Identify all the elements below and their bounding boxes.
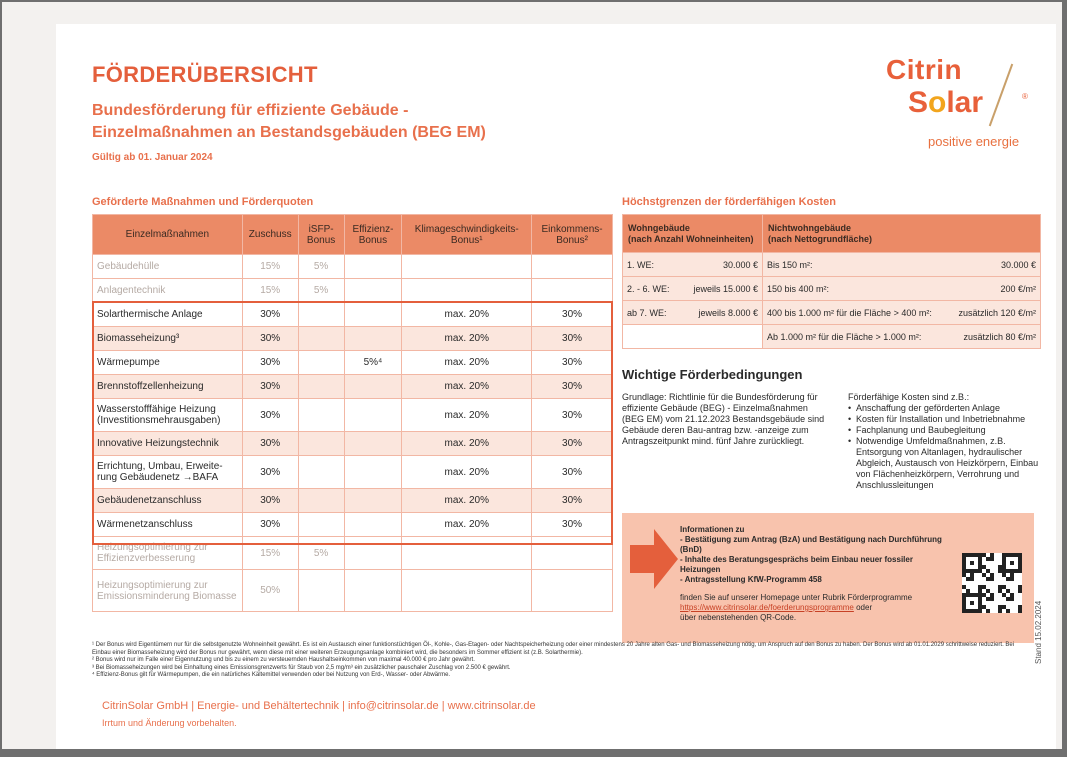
measures-col-header: Zuschuss	[242, 215, 298, 255]
document-sheet	[56, 24, 1056, 749]
measures-cell-name: Anlagentechnik	[93, 279, 243, 303]
table-row	[93, 456, 613, 489]
measures-col-header: Effizienz- Bonus	[344, 215, 402, 255]
logo-slash	[989, 64, 1013, 127]
info-text: Informationen zu - Bestätigung zum Antrag (BzA) und Bestätigung nach Durchführung (BnD) - Inhalte des Beratungsgesprächs beim Einbau neuer fossiler Heizungen - Antragsstellung KfW-Programm 458 finden Sie auf unserer Homepage unter Rubrik Förderprogramme https://www.citrinsolar.de/foerderungsprogramme oder über nebenstehenden QR-Code.	[680, 525, 950, 623]
measures-cell-zuschuss: 50%	[242, 570, 298, 612]
page-title: FÖRDERÜBERSICHT	[92, 62, 318, 87]
measures-cell-isfp	[298, 327, 344, 351]
arrow-right-icon	[630, 529, 678, 589]
list-item: • Anschaffung der geförderten Anlage	[848, 403, 1048, 414]
measures-cell-klima: max. 20%	[402, 327, 532, 351]
table-row	[93, 537, 613, 570]
measures-cell-eink: 30%	[532, 513, 613, 537]
nonresidential-cell: Bis 150 m²: 30.000 €	[763, 253, 1041, 277]
table-row	[623, 301, 1041, 325]
measures-cell-name: Gebäudehülle	[93, 255, 243, 279]
measures-cell-klima	[402, 570, 532, 612]
logo-word-citrin: Citrin	[886, 54, 963, 85]
list-item: • Kosten für Installation und Inbetriebnahme	[848, 414, 1048, 425]
stand-date: Stand 15.02.2024	[1034, 600, 1043, 664]
residential-cell: 2. - 6. WE: jeweils 15.000 €	[623, 277, 763, 301]
table-row	[623, 253, 1041, 277]
table-row	[93, 303, 613, 327]
measures-cell-eff	[344, 489, 402, 513]
sun-o-icon: o	[928, 86, 947, 119]
measures-cell-isfp: 5%	[298, 255, 344, 279]
footnote: ¹ Der Bonus wird Eigentümern nur für die selbstgenutzte Wohneinheit gewährt. Es ist ein Austausch einer funktionstüchtigen Öl-, Kohle-, Gas-Etagen- oder Nachtspeicherheizung oder einer mindestens 20 Jahre alten Gas- und Biomasseheizung nötig, um Anspruch auf den Bonus zu haben. Der Bonus wird ab 01.01.2029 schrittweise reduziert. Bei Einbau einer Biomasseheizung wird der Bonus nur gewährt, wenn diese mit einer weiteren Erzeugungsanlage kombiniert wird, die besonders im Sommer effizient ist (z.B. Solarthermie).	[92, 642, 1015, 656]
measures-cell-isfp	[298, 432, 344, 456]
measures-cell-name: Gebäudenetzanschluss	[93, 489, 243, 513]
eligible-costs-list	[848, 392, 1048, 491]
footnote: ⁴ Effizienz-Bonus gilt für Wärmepumpen, die ein natürliches Kältemittel verwenden oder bei Nutzung von Erd-, Wasser- oder Abwärme.	[92, 672, 451, 678]
measures-col-header: Einzelmaßnahmen	[93, 215, 243, 255]
measures-cell-isfp	[298, 489, 344, 513]
measures-cell-klima: max. 20%	[402, 399, 532, 432]
measures-col-header: Klimageschwindigkeits- Bonus¹	[402, 215, 532, 255]
measures-cell-zuschuss: 30%	[242, 432, 298, 456]
measures-cell-eff	[344, 303, 402, 327]
measures-cell-zuschuss: 15%	[242, 537, 298, 570]
measures-col-header: Einkommens- Bonus²	[532, 215, 613, 255]
measures-cell-isfp: 5%	[298, 279, 344, 303]
measures-cell-zuschuss: 30%	[242, 327, 298, 351]
measures-cell-name: Errichtung, Umbau, Erweite-rung Gebäudenetz →BAFA	[93, 456, 243, 489]
measures-cell-eff	[344, 537, 402, 570]
measures-cell-eink: 30%	[532, 399, 613, 432]
measures-cell-eff	[344, 432, 402, 456]
measures-cell-eff	[344, 570, 402, 612]
measures-cell-name: Biomasseheizung³	[93, 327, 243, 351]
cost-limits-table	[622, 214, 1041, 349]
qr-hint: über nebenstehenden QR-Code.	[680, 613, 797, 622]
table-row	[93, 432, 613, 456]
table-row	[623, 277, 1041, 301]
measures-cell-isfp	[298, 570, 344, 612]
measures-cell-zuschuss: 30%	[242, 375, 298, 399]
measures-cell-name: Brennstoffzellenheizung	[93, 375, 243, 399]
measures-cell-klima: max. 20%	[402, 513, 532, 537]
table-row	[93, 513, 613, 537]
measures-cell-zuschuss: 30%	[242, 489, 298, 513]
table-row	[93, 399, 613, 432]
measures-cell-zuschuss: 30%	[242, 513, 298, 537]
measures-cell-isfp	[298, 513, 344, 537]
measures-cell-eff	[344, 375, 402, 399]
footnote: ³ Bei Biomasseheizungen wird bei Einhaltung eines Emissionsgrenzwerts für Staub von 2,5 mg/m³ ein zusätzlicher pauschaler Zuschlag von 2.500 € gewährt.	[92, 664, 511, 671]
table-row	[93, 489, 613, 513]
measures-cell-name: Heizungsoptimierung zur Emissionsminderung Biomasse	[93, 570, 243, 612]
section-title-cost-limits: Höchstgrenzen der förderfähigen Kosten	[622, 196, 836, 208]
residential-cell	[623, 325, 763, 349]
measures-cell-isfp	[298, 399, 344, 432]
info-box	[622, 513, 1034, 643]
info-item: - Inhalte des Beratungsgesprächs beim Einbau neuer fossiler Heizungen	[680, 555, 913, 574]
nonresidential-cell: 400 bis 1.000 m² für die Fläche > 400 m²: zusätzlich 120 €/m²	[763, 301, 1041, 325]
conditions-basis-text: Grundlage: Richtlinie für die Bundesförderung für effiziente Gebäude (BEG) - Einzelmaßnahmen (BEG EM) vom 21.12.2023 Bestandsgebäude sind Gebäude deren Bau-antrag bzw. -anzeige zum Antragszeitpunkt mind. fünf Jahre zurückliegt.	[622, 392, 825, 446]
measures-cell-eink: 30%	[532, 303, 613, 327]
valid-from-date: Gültig ab 01. Januar 2024	[92, 152, 213, 163]
measures-cell-klima	[402, 255, 532, 279]
measures-cell-name: Innovative Heizungstechnik	[93, 432, 243, 456]
measures-cell-isfp	[298, 303, 344, 327]
measures-cell-isfp	[298, 351, 344, 375]
residential-cell: 1. WE: 30.000 €	[623, 253, 763, 277]
measures-cell-name: Solarthermische Anlage	[93, 303, 243, 327]
cost-header-nonresidential: Nichtwohngebäude (nach Nettogrundfläche)	[763, 215, 1041, 253]
table-row	[93, 327, 613, 351]
measures-cell-klima: max. 20%	[402, 456, 532, 489]
table-row	[93, 351, 613, 375]
subtitle-line-1: Bundesförderung für effiziente Gebäude -	[92, 102, 409, 119]
footnotes	[92, 642, 1032, 680]
section-title-measures: Geförderte Maßnahmen und Förderquoten	[92, 196, 314, 208]
measures-cell-isfp	[298, 375, 344, 399]
measures-cell-eink	[532, 537, 613, 570]
measures-cell-klima: max. 20%	[402, 375, 532, 399]
measures-cell-eink: 30%	[532, 489, 613, 513]
eligible-costs-intro: Förderfähige Kosten sind z.B.:	[848, 392, 970, 402]
measures-table-header	[93, 215, 613, 255]
measures-cell-klima	[402, 279, 532, 303]
qr-code-icon[interactable]	[962, 553, 1022, 613]
measures-cell-klima: max. 20%	[402, 303, 532, 327]
list-item: • Fachplanung und Baubegleitung	[848, 425, 1048, 436]
measures-cell-eff	[344, 399, 402, 432]
footnote: ² Bonus wird nur im Falle einer Eigennutzung und bis zu einem zu versteuernden Haushaltseinkommen von maximal 40.000 € pro Jahr gewährt.	[92, 657, 475, 663]
disclaimer: Irrtum und Änderung vorbehalten.	[102, 718, 237, 728]
measures-cell-eink	[532, 279, 613, 303]
residential-cell: ab 7. WE: jeweils 8.000 €	[623, 301, 763, 325]
company-footer: CitrinSolar GmbH | Energie- und Behältertechnik | info@citrinsolar.de | www.citrinsolar.de	[102, 700, 536, 712]
measures-cell-klima: max. 20%	[402, 432, 532, 456]
info-title: Informationen zu	[680, 525, 745, 534]
measures-cell-zuschuss: 30%	[242, 303, 298, 327]
measures-cell-klima	[402, 537, 532, 570]
measures-cell-eink: 30%	[532, 351, 613, 375]
scan-page	[2, 2, 1062, 749]
measures-cell-eff	[344, 279, 402, 303]
measures-cell-name: Wasserstofffähige Heizung (Investitionsmehrausgaben)	[93, 399, 243, 432]
measures-cell-zuschuss: 30%	[242, 456, 298, 489]
measures-cell-eink	[532, 255, 613, 279]
info-item: - Antragsstellung KfW-Programm 458	[680, 575, 822, 584]
measures-cell-eink: 30%	[532, 327, 613, 351]
table-row	[93, 279, 613, 303]
subtitle-line-2: Einzelmaßnahmen an Bestandsgebäuden (BEG EM)	[92, 124, 486, 141]
foerderprogramme-link[interactable]: https://www.citrinsolar.de/foerderungsprogramme	[680, 603, 854, 612]
measures-cell-eink: 30%	[532, 456, 613, 489]
measures-col-header: iSFP- Bonus	[298, 215, 344, 255]
measures-cell-name: Heizungsoptimierung zur Effizienzverbesserung	[93, 537, 243, 570]
measures-cell-eff	[344, 513, 402, 537]
table-row	[623, 325, 1041, 349]
measures-cell-klima: max. 20%	[402, 489, 532, 513]
logo-tagline: positive energie	[928, 134, 1020, 149]
measures-cell-eff	[344, 255, 402, 279]
list-item: • Notwendige Umfeldmaßnahmen, z.B. Entsorgung von Altanlagen, hydraulischer Abgleich, Austausch von Heizkörpern, Einbau von Flächenheizkörpern, Verrohrung und Anschlussleitungen	[848, 436, 1048, 491]
measures-cell-klima: max. 20%	[402, 351, 532, 375]
table-row	[93, 570, 613, 612]
measures-table	[92, 214, 613, 612]
conditions-title: Wichtige Förderbedingungen	[622, 367, 803, 382]
measures-cell-eink: 30%	[532, 375, 613, 399]
measures-cell-eink: 30%	[532, 432, 613, 456]
citrinsolar-logo	[884, 54, 1044, 154]
measures-cell-zuschuss: 15%	[242, 279, 298, 303]
nonresidential-cell: Ab 1.000 m² für die Fläche > 1.000 m²: zusätzlich 80 €/m²	[763, 325, 1041, 349]
measures-cell-zuschuss: 15%	[242, 255, 298, 279]
table-row	[93, 375, 613, 399]
measures-cell-eff	[344, 327, 402, 351]
measures-cell-isfp	[298, 456, 344, 489]
measures-cell-zuschuss: 30%	[242, 351, 298, 375]
logo-word-solar: Solar	[908, 86, 984, 119]
info-item: - Bestätigung zum Antrag (BzA) und Bestätigung nach Durchführung (BnD)	[680, 535, 942, 554]
measures-cell-eff: 5%⁴	[344, 351, 402, 375]
homepage-text: finden Sie auf unserer Homepage unter Rubrik Förderprogramme	[680, 593, 913, 602]
measures-cell-name: Wärmenetzanschluss	[93, 513, 243, 537]
measures-cell-zuschuss: 30%	[242, 399, 298, 432]
measures-cell-eff	[344, 456, 402, 489]
cost-header-residential: Wohngebäude (nach Anzahl Wohneinheiten)	[623, 215, 763, 253]
table-row	[93, 255, 613, 279]
measures-cell-isfp: 5%	[298, 537, 344, 570]
nonresidential-cell: 150 bis 400 m²: 200 €/m²	[763, 277, 1041, 301]
measures-cell-name: Wärmepumpe	[93, 351, 243, 375]
measures-cell-eink	[532, 570, 613, 612]
registered-mark: ®	[1022, 92, 1028, 101]
